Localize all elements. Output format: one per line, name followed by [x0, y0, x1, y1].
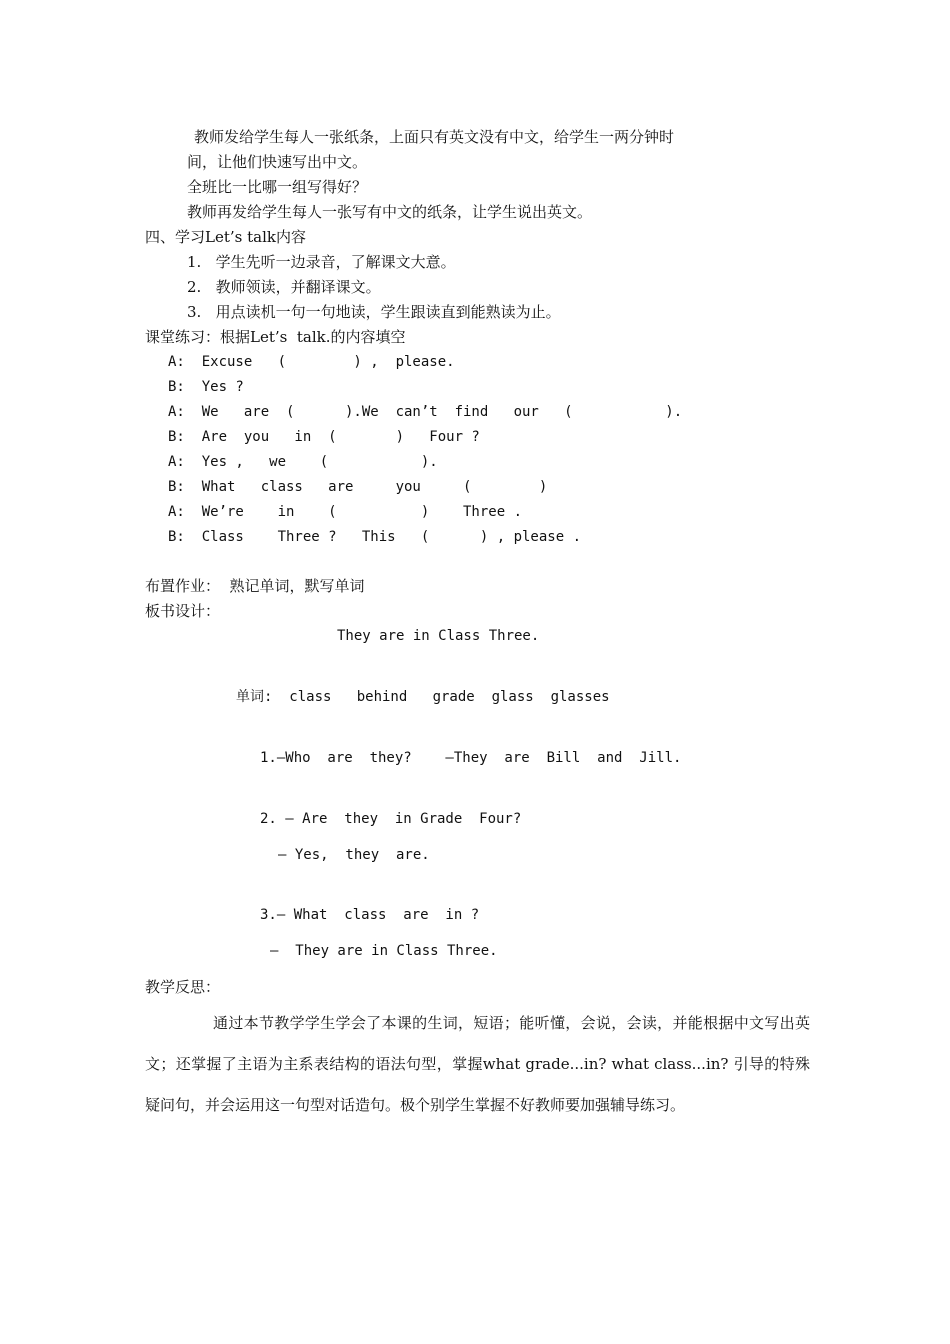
dialog-line: A: We’re in ( ) Three . — [168, 504, 523, 520]
step-1: 1. 学生先听一边录音，了解课文大意。 — [187, 253, 456, 271]
dialog-line: B: Yes ? — [168, 379, 244, 395]
section-4-heading: 四、学习Let’s talk内容 — [145, 228, 306, 246]
activity-line-2: 间，让他们快速写出中文。 — [187, 153, 368, 171]
dialog-line: B: Are you in ( ) Four ? — [168, 429, 480, 445]
step-3: 3. 用点读机一句一句地读，学生跟读直到能熟读为止。 — [187, 303, 561, 321]
activity-line-1: 教师发给学生每人一张纸条，上面只有英文没有中文，给学生一两分钟时 — [194, 128, 675, 146]
step-2: 2. 教师领读，并翻译课文。 — [187, 278, 381, 296]
activity-line-4: 教师再发给学生每人一张写有中文的纸条，让学生说出英文。 — [187, 203, 593, 221]
dialog-line: A: Excuse ( ) , please. — [168, 354, 455, 370]
dialog-line: A: Yes , we ( ). — [168, 454, 438, 470]
reflection-paragraph — [145, 1003, 810, 1126]
dialog-line: B: Class Three ? This ( ) , please . — [168, 529, 582, 545]
reflection-text: 通过本节教学学生学会了本课的生词，短语；能听懂，会说，会读，并能根据中文写出英文；还掌握了主语为主系表结构的语法句型，掌握what grade...in? what class...in? 引导的特殊疑问句，并会运用这一句型对话造句。极个别学生掌握不好教师要加强辅导练习。 — [145, 1014, 810, 1114]
board-question-2: 2. — Are they in Grade Four? — [260, 811, 522, 827]
exercise-title: 课堂练习：根据Let’s talk.的内容填空 — [145, 328, 406, 346]
board-design-label: 板书设计： — [145, 602, 221, 620]
activity-line-3: 全班比一比哪一组写得好？ — [187, 178, 368, 196]
board-answer-3: — They are in Class Three. — [270, 943, 498, 959]
homework-line: 布置作业： 熟记单词，默写单词 — [145, 577, 365, 595]
board-question-1: 1.—Who are they? —They are Bill and Jill. — [260, 750, 682, 766]
board-title: They are in Class Three. — [337, 628, 540, 644]
reflection-label: 教学反思： — [145, 978, 221, 996]
dialog-line: A: We are ( ).We can’t find our ( ). — [168, 404, 683, 420]
dialog-line: B: What class are you ( ) — [168, 479, 548, 495]
board-words: 单词: class behind grade glass glasses — [236, 689, 610, 705]
board-answer-2: — Yes, they are. — [278, 847, 430, 863]
board-question-3: 3.— What class are in ? — [260, 907, 480, 923]
